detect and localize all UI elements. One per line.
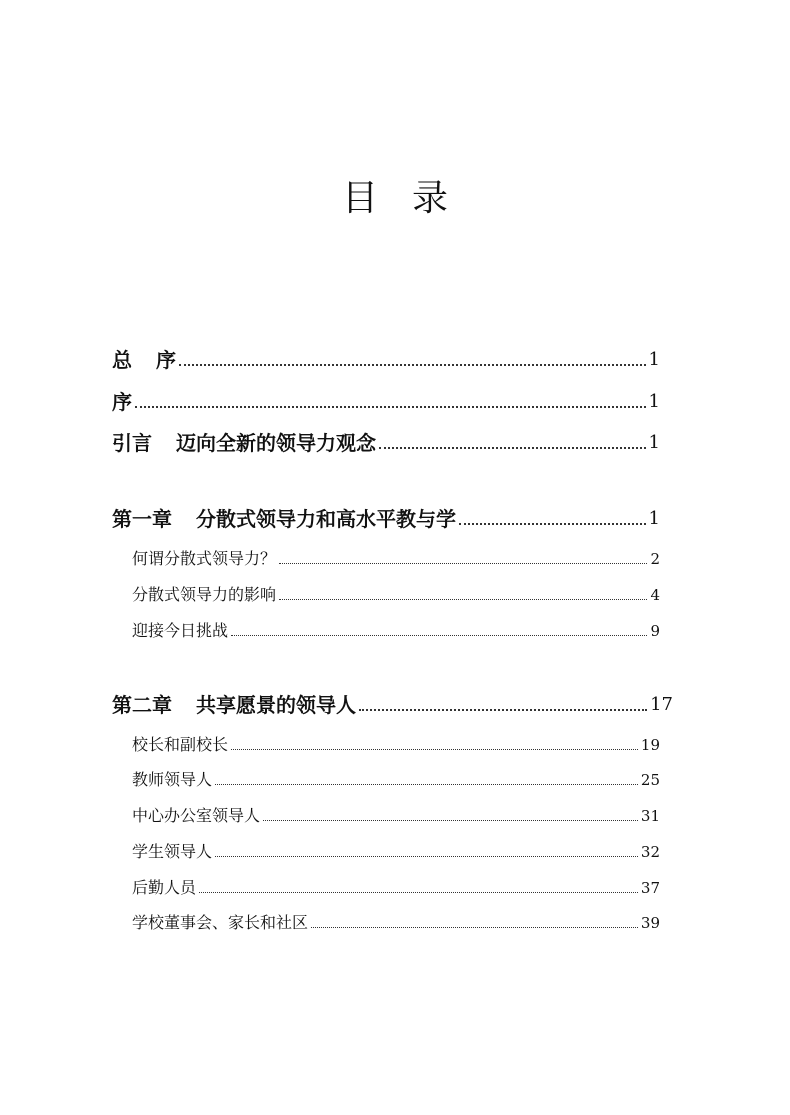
toc-entry-general-preface[interactable] [112, 347, 660, 373]
toc-page-number: 17 [650, 694, 673, 715]
toc-entry-section[interactable] [132, 620, 660, 642]
toc-entry-introduction[interactable] [112, 430, 660, 456]
toc-entry-chapter-2[interactable] [112, 692, 673, 718]
leader-dots [359, 709, 647, 711]
toc-label: 分散式领导力的影响 [132, 585, 277, 604]
toc-label-part-b: 共享愿景的领导人 [196, 693, 356, 717]
toc-entry-section[interactable] [132, 877, 660, 899]
toc-label-part-a: 总 [112, 348, 132, 372]
leader-dots [135, 406, 646, 408]
toc-page-number: 1 [648, 391, 660, 412]
toc-label-part-b: 迈向全新的领导力观念 [176, 431, 376, 455]
toc-label-part-a: 第二章 [112, 693, 172, 717]
toc-page-number: 1 [648, 508, 660, 529]
leader-dots [279, 599, 647, 600]
toc-entry-section[interactable] [132, 734, 660, 756]
toc-label: 何谓分散式领导力？ [132, 549, 277, 568]
toc-label: 中心办公室领导人 [132, 806, 261, 825]
toc-page-number: 32 [640, 843, 660, 861]
toc-page-number: 4 [650, 586, 660, 604]
toc-label: 校长和副校长 [132, 735, 229, 754]
toc-entry-section[interactable] [132, 584, 660, 606]
toc-label-part-a: 引言 [112, 431, 152, 455]
toc-entry-section[interactable] [132, 548, 660, 570]
toc-page-number: 9 [650, 622, 660, 640]
toc-label: 迎接今日挑战 [132, 621, 229, 640]
toc-page-number: 1 [648, 349, 660, 370]
toc-label-part-b: 序 [156, 348, 176, 372]
toc-label: 学校董事会、家长和社区 [132, 913, 309, 932]
toc-label: 学生领导人 [132, 842, 213, 861]
leader-dots [279, 563, 647, 564]
toc-entry-section[interactable] [132, 912, 660, 934]
toc-page-number: 19 [640, 736, 660, 754]
toc-entry-section[interactable] [132, 841, 660, 863]
toc-label-part-a: 第一章 [112, 507, 172, 531]
toc-page-number: 2 [650, 550, 660, 568]
leader-dots [459, 523, 646, 525]
toc-page-number: 31 [640, 807, 660, 825]
leader-dots [215, 856, 638, 857]
toc-label-part-b: 分散式领导力和高水平教与学 [196, 507, 456, 531]
toc-page-number: 39 [640, 914, 660, 932]
toc-entry-chapter-1[interactable] [112, 506, 660, 532]
toc-label: 后勤人员 [132, 878, 197, 897]
leader-dots [263, 820, 638, 821]
toc-page-number: 37 [640, 879, 660, 897]
leader-dots [179, 364, 646, 366]
toc-entry-section[interactable] [132, 769, 660, 791]
leader-dots [379, 447, 646, 449]
leader-dots [231, 749, 638, 750]
toc-entry-section[interactable] [132, 805, 660, 827]
toc-label: 序 [112, 390, 132, 414]
toc-page-number: 1 [648, 432, 660, 453]
toc-label: 教师领导人 [132, 770, 213, 789]
title-char-2: 录 [412, 178, 449, 219]
toc-entry-preface[interactable] [112, 389, 660, 415]
leader-dots [199, 892, 638, 893]
title-char-1: 目 [341, 178, 378, 219]
toc-page-number: 25 [640, 771, 660, 789]
leader-dots [215, 784, 638, 785]
leader-dots [231, 635, 647, 636]
leader-dots [311, 927, 638, 928]
